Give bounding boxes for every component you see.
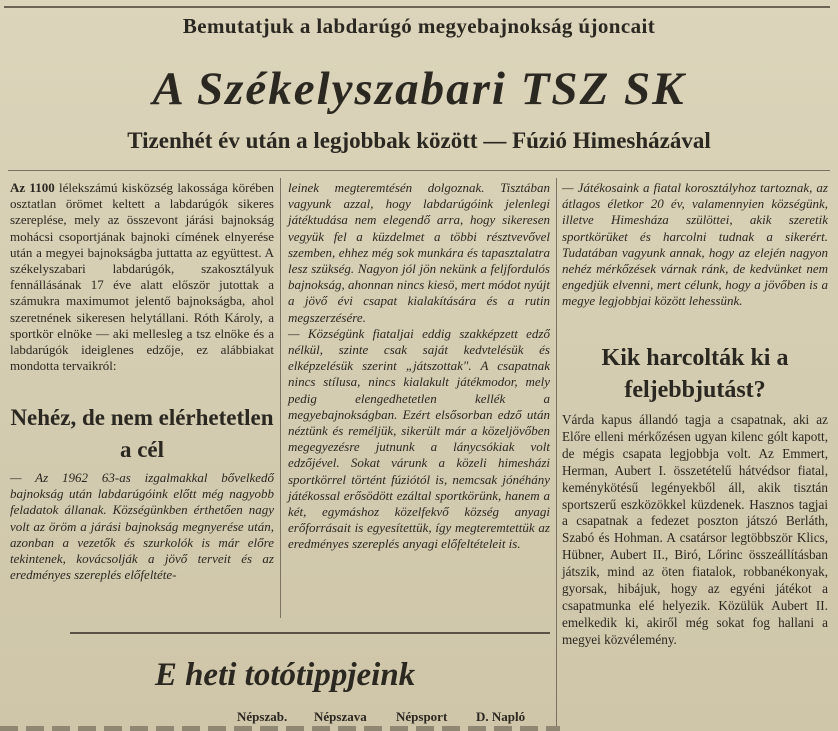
toto-source: D. Napló <box>476 709 526 724</box>
column-3-top <box>562 180 828 310</box>
toto-title: E heti totótippjeink <box>154 657 416 693</box>
column-3-body <box>562 412 828 649</box>
paragraph: — Játékosaink a fiatal korosztályhoz tartoznak, az átlagos életkor 20 év, valamennyien községünk, illetve Himesháza szülöttei, akik szeretik sportkörüket és harcolni tudnak a sikerért. Tudatában vagyunk annak, hogy az elején nagyon nehéz mérkőzések várnak ránk, de kedvünket nem engedjük elvenni, mert célunk, hogy a jövőben is a megye legjobbjai között lehessünk. <box>562 180 828 309</box>
toto-rule <box>70 632 550 634</box>
section-heading-2: Kik harcolták ki a feljebbjutást? <box>601 345 789 403</box>
column-1-body <box>10 470 274 583</box>
header-divider <box>8 170 830 171</box>
kicker: Bemutatjuk a labdarúgó megyebajnokság újoncait <box>182 14 656 38</box>
cut-off-row <box>0 726 560 731</box>
paragraph: leinek megteremtésén dolgoznak. Tisztában vagyunk azzal, hogy labdarúgóink jelenlegi játéktudása nem elegendő arra, hogy sikeresen vegyük fel a küzdelmet a többi résztvevővel szemben, ehhez még sok munkára és tapasztalatra lesz szükség. Nagyon jól jön nekünk a feljfordulós bajnokság, ahonnan nincs kiesö, mert módot nyújt a jövő évi csapat kialakítására és a rutin megszerzésére. <box>288 180 550 325</box>
toto-source: Népszab. <box>237 709 288 724</box>
intro-text: lélekszámú kisközség lakossága körében osztatlan örömet keltett a labdarúgók sikeres szereplése, mely az összevont járási bajnokság mohácsi csoportjának bajnoki címének elnyerése után a megyei bajnokságba juttatta az együttest. A székelyszabari labdarúgók, szakosztályuk fennállásának 17 éve alatt először jutottak a számukra maximumot jelentő bajnokságba, ahol szeretnének sikeresen helytállani. Róth Károly, a sportkör elnöke — aki mellesleg a tsz elnöke és a labdarúgók ideiglenes edzője, ez alábbiakat mondotta tervaikról: <box>10 180 275 374</box>
column-divider-2 <box>556 178 557 726</box>
column-1-intro <box>10 180 274 374</box>
top-rule <box>4 6 830 8</box>
body-paragraph: — Az 1962 63-as izgalmakkal bővelkedő bajnokság után labdarúgóink előtt még nagyobb feladatok állanak. Községünkben érthetően nagy volt az öröm a járási bajnokság megnyerése után, azonban a vezetők és szurkolók is már előre tekintenek, kovácsolják a jövő terveit és az eredményes szereplés előfeltéte- <box>10 470 274 583</box>
headline: A Székelyszabari TSZ SK <box>152 63 686 115</box>
toto-source: Népszava <box>314 709 367 724</box>
column-2-text <box>288 180 550 553</box>
column-divider-1 <box>280 178 281 618</box>
section-heading-1: Nehéz, de nem elérhetetlen a cél <box>10 405 274 462</box>
body-paragraph: Várda kapus állandó tagja a csapatnak, aki az Előre elleni mérkőzésen ugyan kilenc gólt kapott, de mégis csapata legjobbja volt. Az Emmert, Herman, Aubert I. összetételű hátvédsor fiatal, keménykötésű legényekből áll, akik tisztán sportszerű eszközökkel küzdenek. Hasznos tagjai a csapatnak a fedezet poszton játszó Berláth, Szabó és Hohman. A csatársor legtöbbször Klics, Hübner, Aubert II., Biró, Lőrinc összeállításban játszik, mind az öten fiatalok, robbanékonyak, gyorsak, hibájuk, hogy az egyéni játékot a csapatmunka elé helyezik. Közülük Aubert II. emelkedik ki, akiről még sokat fog hallani a megyei közvélemény. <box>562 412 828 647</box>
subheadline: Tizenhét év után a legjobbak között — Fúzió Himesházával <box>127 128 711 153</box>
paragraph: — Községünk fiataljai eddig szakképzett edző nélkül, szinte csak saját kedvtelésük és elképzelésük szerint „játszottak". A csapatnak nincs stílusa, nincs kialakult játékmodor, mely pedig elengedhetetlen kellék a megyebajnokságban. Ezért elsősorban edző után néztünk és reméljük, sikerült már a közeljövőben megegyezésre jutnunk a lánycsókiak volt edzőjével. Sokat várunk a közeli himesházi sportkörrel történt fúziótól is, nemcsak jónéhány játékossal erősödött ezáltal sportkörünk, hanem a két, egymáshoz közelfekvő község anyagi erőforrásait is egyesítettük, így megteremtettük az eredményes szereplés anyagi előfeltételeit is. <box>288 325 550 552</box>
intro-lead: Az 1100 <box>10 180 55 195</box>
toto-source: Népsport <box>396 709 448 724</box>
